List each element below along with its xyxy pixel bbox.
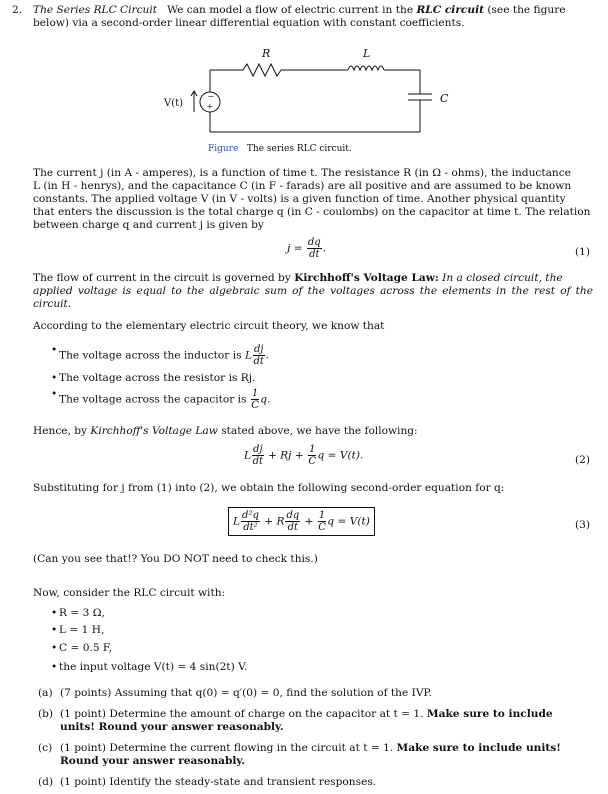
eq2-mid: + Rj + xyxy=(267,449,304,462)
question-c-body xyxy=(60,742,590,768)
problem-number: 2. xyxy=(12,4,23,16)
paragraph-1 xyxy=(33,167,593,232)
paragraph-4 xyxy=(33,425,593,438)
svg-text:−: − xyxy=(207,92,215,101)
inductor-symbol xyxy=(348,66,384,70)
paragraph-1-line: L (in H - henrys), and the capacitance C (in F - farads) are all positive and are assumed to be known xyxy=(33,180,572,192)
eq3-L: L xyxy=(233,515,241,528)
figure-caption-prefix[interactable]: Figure xyxy=(208,144,239,154)
paragraph-2-line2: applied voltage is equal to the algebraic sum of the voltages across the elements in the rest of the circuit. xyxy=(33,285,593,310)
question-b-label: (b) xyxy=(38,708,54,720)
question-d-label: (d) xyxy=(38,776,54,788)
question-b-bold2: units! Round your answer reasonably. xyxy=(60,721,284,733)
bullet-inductor-L: L xyxy=(244,349,252,362)
inductor-den: dt xyxy=(253,356,264,367)
question-d-text: (1 point) Identify the steady-state and transient responses. xyxy=(60,776,377,788)
paragraph-1-line: that enters the discussion is the total charge q (in C - coulombs) on the capacitor at time t. The relation xyxy=(33,206,591,218)
eq3-den3: C xyxy=(318,522,326,533)
bullet-inductor: • The voltage across the inductor is L $\frac{dj}{dt}$ . xyxy=(59,344,269,367)
equation-3-box xyxy=(228,507,375,536)
paragraph-3: According to the elementary electric circuit theory, we know that xyxy=(33,320,385,332)
intro-a: We can model a flow of electric current in the xyxy=(167,4,414,16)
paragraph-6: (Can you see that!? You DO NOT need to check this.) xyxy=(33,553,318,565)
eq1-den: dt xyxy=(309,249,320,260)
eq3-tail: q = V(t) xyxy=(327,515,370,528)
eq2-frac2 xyxy=(308,444,316,467)
paragraph-2 xyxy=(33,272,593,311)
inductor-num: dj xyxy=(253,344,264,355)
question-b-text: (1 point) Determine the amount of charge on the capacitor at t = 1. xyxy=(60,708,424,720)
equation-2 xyxy=(244,444,363,467)
eq2-den2: C xyxy=(308,456,317,467)
intro-b: (see the figure xyxy=(487,4,566,16)
paragraph-2-a: The flow of current in the circuit is governed by xyxy=(33,272,291,284)
eq3-frac2 xyxy=(285,510,300,533)
label-C: C xyxy=(440,92,449,105)
paragraph-4-b: stated above, we have the following: xyxy=(221,425,418,437)
svg-text:+: + xyxy=(206,102,214,111)
question-b-bold1: Make sure to include xyxy=(426,708,553,720)
equation-1 xyxy=(287,237,326,260)
paragraph-4-a: Hence, by xyxy=(33,425,88,437)
eq2-num2: 1 xyxy=(309,444,316,455)
capacitor-den: C xyxy=(251,400,259,411)
paragraph-2-b: In a closed circuit, the xyxy=(442,272,563,284)
paragraph-1-line: between charge q and current j is given by xyxy=(33,219,264,231)
paragraph-1-line: The current j (in A - amperes), is a function of time t. The resistance R (in Ω - ohms), the inductance xyxy=(33,167,571,179)
capacitor-tail: q. xyxy=(260,393,271,406)
bullet-C: • C = 0.5 F, xyxy=(59,642,112,655)
paragraph-1-line: constants. The applied voltage V (in V - volts) is a given function of time. Another physical quantity xyxy=(33,193,566,205)
eq1-fraction xyxy=(307,237,322,260)
question-b-body xyxy=(60,708,590,734)
problem-intro-line2: below) via a second-order linear differential equation with constant coefficients. xyxy=(33,17,465,29)
label-L: L xyxy=(363,47,371,60)
bullet-L: • L = 1 H, xyxy=(59,624,104,637)
paragraph-7: Now, consider the RLC circuit with: xyxy=(33,587,226,599)
figure-caption xyxy=(208,143,352,156)
paragraph-4-law: Kirchhoff's Voltage Law xyxy=(90,425,218,437)
problem-title: The Series RLC Circuit xyxy=(33,4,158,16)
eq3-frac1 xyxy=(241,510,260,533)
eq3-den1: dt² xyxy=(243,522,258,533)
bullet-resistor: • The voltage across the resistor is Rj. xyxy=(59,372,255,385)
question-a-label: (a) xyxy=(38,687,53,699)
eq2-tail: q = V(t). xyxy=(317,449,364,462)
eq2-L: L xyxy=(244,449,252,462)
resistor-symbol xyxy=(243,64,281,76)
question-c-label: (c) xyxy=(38,742,53,754)
eq1-num: dq xyxy=(307,237,321,248)
eq3-number: (3) xyxy=(574,519,590,531)
eq3-mid1: + R xyxy=(264,515,285,528)
question-c-text: (1 point) Determine the current flowing in the circuit at t = 1. xyxy=(60,742,394,754)
bullet-inductor-text: The voltage across the inductor is xyxy=(59,349,242,362)
eq2-den1: dt xyxy=(252,456,264,467)
bullet-voltage: • the input voltage V(t) = 4 sin(2t) V. xyxy=(59,661,247,674)
eq3-num3: 1 xyxy=(318,510,326,521)
eq3-mid2: + xyxy=(304,515,314,528)
eq3-num1: d²q xyxy=(242,510,259,521)
question-c-bold1: Make sure to include units! xyxy=(396,742,561,754)
figure-caption-text: The series RLC circuit. xyxy=(246,144,352,154)
question-a-text: (7 points) Assuming that q(0) = q′(0) = 0, find the solution of the IVP. xyxy=(60,687,432,699)
kvl-bold: Kirchhoff's Voltage Law: xyxy=(294,272,439,284)
eq1-tail: . xyxy=(322,242,327,255)
eq3-num2: dq xyxy=(286,510,300,521)
capacitor-num: 1 xyxy=(251,388,259,399)
problem-intro xyxy=(33,4,593,17)
paragraph-5: Substituting for j from (1) into (2), we obtain the following second-order equation for q: xyxy=(33,482,505,494)
question-c-bold2: Round your answer reasonably. xyxy=(60,755,246,767)
rlc-circuit-figure xyxy=(150,40,480,152)
bullet-capacitor-text: The voltage across the capacitor is xyxy=(59,393,247,406)
label-R: R xyxy=(262,47,271,60)
eq1-number: (1) xyxy=(574,246,590,258)
bullet-capacitor-frac xyxy=(251,388,259,411)
eq2-num1: dj xyxy=(253,444,263,455)
eq2-frac1 xyxy=(252,444,264,467)
bullet-capacitor xyxy=(59,388,270,411)
eq3-frac3 xyxy=(318,510,326,533)
bullet-R: • R = 3 Ω, xyxy=(59,607,105,620)
bullet-inductor-frac xyxy=(253,344,265,367)
eq1-lhs: j = xyxy=(287,242,303,255)
eq3-den2: dt xyxy=(287,522,299,533)
eq2-number: (2) xyxy=(574,454,590,466)
label-V: V(t) xyxy=(164,98,184,109)
intro-rlc: RLC circuit xyxy=(416,4,484,16)
